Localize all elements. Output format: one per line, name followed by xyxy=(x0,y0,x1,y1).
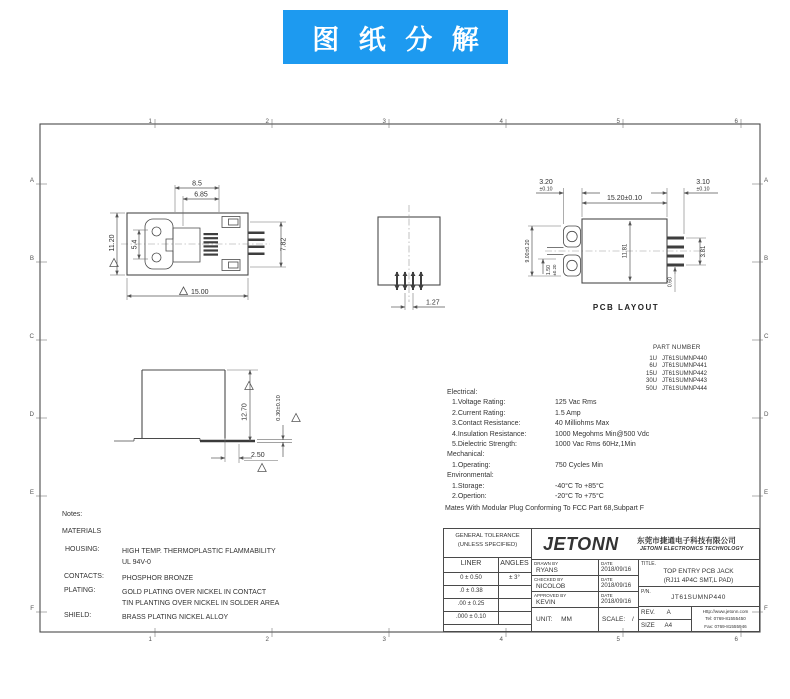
spec-item xyxy=(447,440,759,450)
zone-col-3-top: 3 xyxy=(382,118,386,125)
material-row-value: BRASS PLATING NICKEL ALLOY xyxy=(122,614,229,621)
spec-label: 3.Contact Resistance: xyxy=(452,420,521,428)
zone-col-6-top: 6 xyxy=(734,118,738,125)
zone-col-5-bottom: 5 xyxy=(616,636,620,643)
spec-item xyxy=(447,482,759,492)
unit-value: MM xyxy=(561,615,572,623)
scale-label: SCALE: xyxy=(602,615,626,623)
size-label: SIZE xyxy=(641,621,655,629)
date-label: DATE xyxy=(601,592,613,598)
revision-triangle-icon xyxy=(245,382,253,390)
spec-section-heading: Electrical: xyxy=(447,389,478,396)
spec-label: 1.Operating: xyxy=(452,461,491,469)
dim-front-6-85: 6.85 xyxy=(194,191,208,199)
zone-col-1-top: 1 xyxy=(148,118,152,125)
spec-value: 40 Milliohms Max xyxy=(555,420,610,428)
pn-code: JT61SUMNP443 xyxy=(662,378,708,385)
approved-by-label: APPROVED BY xyxy=(534,592,567,598)
approved-date: 2018/09/16 xyxy=(601,599,632,605)
material-row-label: CONTACTS: xyxy=(64,573,104,580)
zone-col-1-bottom: 1 xyxy=(148,636,152,643)
zone-col-4-bottom: 4 xyxy=(499,636,503,643)
drawn-date: 2018/09/16 xyxy=(601,567,632,573)
zone-row-e-left: E xyxy=(29,489,34,496)
pn-code: JT61SUMNP442 xyxy=(662,370,708,377)
pn-qty: 30U xyxy=(645,378,657,385)
spec-item xyxy=(447,430,759,440)
part-number-row xyxy=(640,363,756,370)
zone-col-3-bottom: 3 xyxy=(382,636,386,643)
zone-row-c-right: C xyxy=(764,333,769,340)
spec-item xyxy=(447,461,759,471)
drawn-by-label: DRAWN BY xyxy=(534,560,559,566)
revision-triangle-icon xyxy=(180,287,188,295)
telephone: Tel: 0769-81555450 xyxy=(705,616,746,622)
rev-value: A xyxy=(666,609,671,616)
dim-pcb-1-50: 1.50 xyxy=(546,264,552,276)
zone-row-e-right: E xyxy=(764,489,769,496)
material-row-value xyxy=(122,587,279,609)
material-line: HIGH TEMP. THERMOPLASTIC FLAMMABILITY xyxy=(122,548,276,555)
date-label: DATE xyxy=(601,576,613,582)
tolerance-row-liner: .00 ± 0.25 xyxy=(457,600,485,607)
dim-side-12-70: 12.70 xyxy=(241,403,249,421)
specifications-block xyxy=(447,385,759,502)
dim-pcb-0-60: 0.60 xyxy=(667,276,674,288)
drawing-title-line1: TOP ENTRY PCB JACK xyxy=(663,568,734,575)
dim-pcb-1-50-tol: ±0.20 xyxy=(552,264,557,276)
zone-col-5-top: 5 xyxy=(616,118,620,125)
pcb-layout-caption: PCB LAYOUT xyxy=(592,303,660,312)
checked-by-name: NICOLOB xyxy=(536,582,566,590)
contact-cell xyxy=(692,608,759,630)
spec-item xyxy=(447,409,759,419)
dim-pcb-3-10: 3.10 xyxy=(696,179,710,186)
spec-section-heading: Mechanical: xyxy=(447,451,485,459)
size-value: A4 xyxy=(664,621,673,629)
dim-front-15-00: 15.00 xyxy=(191,289,209,296)
tolerance-row-liner: .000 ± 0.10 xyxy=(456,613,486,620)
drawing-title-line2: (RJ11 4P4C SMT,L PAD) xyxy=(663,576,734,584)
scale-cell xyxy=(602,616,634,623)
pn-qty: 15U xyxy=(645,370,657,377)
dim-pcb-11-81: 11.81 xyxy=(622,243,629,259)
pn-value: JT61SUMNP440 xyxy=(671,593,726,601)
material-row-label: SHIELD: xyxy=(64,612,92,619)
dim-front-7-82: 7.82 xyxy=(280,237,288,252)
spec-label: 2.Opertion: xyxy=(452,492,487,500)
title-label: TITLE. xyxy=(641,561,657,567)
zone-col-4-top: 4 xyxy=(499,118,503,125)
tolerance-row-liner: .0 ± 0.38 xyxy=(459,587,483,594)
pn-qty: 1U xyxy=(649,356,657,362)
title-block xyxy=(443,528,760,632)
dim-front-8-5: 8.5 xyxy=(192,180,202,188)
drawn-by-name: RYANS xyxy=(536,566,558,574)
spec-label: 2.Current Rating: xyxy=(452,409,506,417)
spec-value: 1000 Megohms Min@500 Vdc xyxy=(555,430,650,438)
size-cell xyxy=(641,622,672,629)
dim-pcb-15-20: 15.20±0.10 xyxy=(607,195,642,202)
dim-pcb-3-81: 3.81 xyxy=(701,245,707,258)
unit-cell xyxy=(536,616,572,623)
spec-label: 5.Dielectric Strength: xyxy=(452,440,517,448)
spec-label: 4.Insulation Resistance: xyxy=(452,430,527,438)
side-view xyxy=(114,370,300,472)
part-number-row xyxy=(640,378,756,385)
pn-qty: 50U xyxy=(645,385,657,392)
website: Http://www.jetonn.com xyxy=(702,609,749,614)
revision-triangle-icon xyxy=(258,464,266,472)
spec-label: 1.Storage: xyxy=(452,482,485,490)
part-number-title: PART NUMBER xyxy=(653,344,701,351)
tolerance-col-angles: ANGLES xyxy=(500,560,529,567)
spec-item xyxy=(447,419,759,429)
jetonn-logo: JETONN xyxy=(543,534,619,554)
zone-row-d-left: D xyxy=(29,411,34,418)
company-name-cn: 东莞市捷通电子科技有限公司 xyxy=(637,536,736,545)
checked-by-label: CHECKED BY xyxy=(534,576,564,582)
dim-side-2-50: 2.50 xyxy=(251,452,265,459)
spec-value: 1000 Vac Rms 60Hz,1Min xyxy=(555,440,636,448)
part-number-row xyxy=(640,356,756,363)
date-label: DATE xyxy=(601,560,613,566)
dim-pcb-9-00: 9.00±0.20 xyxy=(525,239,531,263)
dim-pcb-3-20: 3.20 xyxy=(539,179,553,186)
zone-row-a-left: A xyxy=(29,177,34,184)
part-number-row xyxy=(640,371,756,378)
spec-value: 750 Cycles Min xyxy=(555,461,603,469)
notes-title: Notes: xyxy=(62,511,83,518)
spec-item xyxy=(447,398,759,408)
part-number-block xyxy=(640,344,756,393)
revision-triangle-icon xyxy=(292,414,300,422)
mating-footnote: Mates With Modular Plug Conforming To FCC Part 68,Subpart F xyxy=(445,505,645,512)
zone-col-6-bottom: 6 xyxy=(734,636,738,643)
material-row-label: HOUSING: xyxy=(65,546,100,553)
tolerance-row-liner: 0 ± 0.50 xyxy=(460,574,482,581)
scale-value: / xyxy=(631,615,634,623)
material-row-value: PHOSPHOR BRONZE xyxy=(122,575,194,582)
zone-row-b-right: B xyxy=(764,255,769,262)
rev-cell xyxy=(641,609,671,616)
material-line: GOLD PLATING OVER NICKEL IN CONTACT xyxy=(122,589,267,596)
dim-pcb-3-10-tol: ±0.10 xyxy=(696,186,710,193)
spec-label: 1.Voltage Rating: xyxy=(452,399,506,407)
spec-value: -40°C To +85°C xyxy=(555,482,604,490)
tolerance-header-2: (UNLESS SPECIFIED) xyxy=(457,542,518,548)
zone-row-d-right: D xyxy=(764,411,769,418)
zone-row-c-left: C xyxy=(29,333,34,340)
spec-value: 125 Vac Rms xyxy=(555,399,597,407)
pn-code: JT61SUMNP441 xyxy=(662,363,708,370)
dim-pcb-3-20-tol: ±0.10 xyxy=(539,186,553,193)
dim-front-5-4: 5.4 xyxy=(131,239,139,250)
material-line: UL 94V-0 xyxy=(122,559,151,566)
zone-col-2-bottom: 2 xyxy=(265,636,269,643)
dim-bottom-1-27: 1.27 xyxy=(426,299,440,307)
pn-code: JT61SUMNP444 xyxy=(662,385,708,392)
material-line: TIN PLANTING OVER NICKEL IN SOLDER AREA xyxy=(122,600,280,607)
pn-code: JT61SUMNP440 xyxy=(662,356,708,362)
material-row-label: PLATING: xyxy=(64,587,96,594)
spec-item xyxy=(447,492,759,502)
bottom-view xyxy=(378,205,445,310)
unit-label: UNIT: xyxy=(536,615,553,623)
spec-value: 1.5 Amp xyxy=(555,409,581,417)
tolerance-header-1: GENERAL TOLERANCE xyxy=(455,533,520,539)
material-row-value xyxy=(122,546,276,568)
tolerance-row-angles: ± 3° xyxy=(509,574,520,581)
zone-row-f-right: F xyxy=(764,605,768,612)
zone-row-b-left: B xyxy=(29,255,34,262)
approved-by-name: KEVIN xyxy=(536,598,556,606)
pn-qty: 6U xyxy=(649,363,657,370)
pn-label: P/N. xyxy=(641,588,651,595)
checked-date: 2018/09/16 xyxy=(601,583,632,589)
tolerance-col-liner: LINER xyxy=(460,560,482,567)
company-name-en: JETONN ELECTRONICS TECHNOLOGY xyxy=(640,546,744,552)
spec-value: -20°C To +75°C xyxy=(555,492,604,500)
dim-front-11-20: 11.20 xyxy=(109,234,116,252)
zone-col-2-top: 2 xyxy=(265,118,269,125)
pcb-layout-view xyxy=(525,179,718,312)
spec-section-heading: Environmental: xyxy=(447,472,494,480)
rev-label: REV. xyxy=(641,609,655,616)
zone-row-a-right: A xyxy=(764,177,769,184)
materials-label: MATERIALS xyxy=(62,528,102,535)
dim-side-0-30: 0.30±0.10 xyxy=(276,395,282,421)
fax: Fax: 0769-81555946 xyxy=(704,623,747,629)
banner-title: 图 纸 分 解 xyxy=(312,24,485,55)
front-view xyxy=(109,181,288,301)
zone-row-f-left: F xyxy=(30,605,34,612)
